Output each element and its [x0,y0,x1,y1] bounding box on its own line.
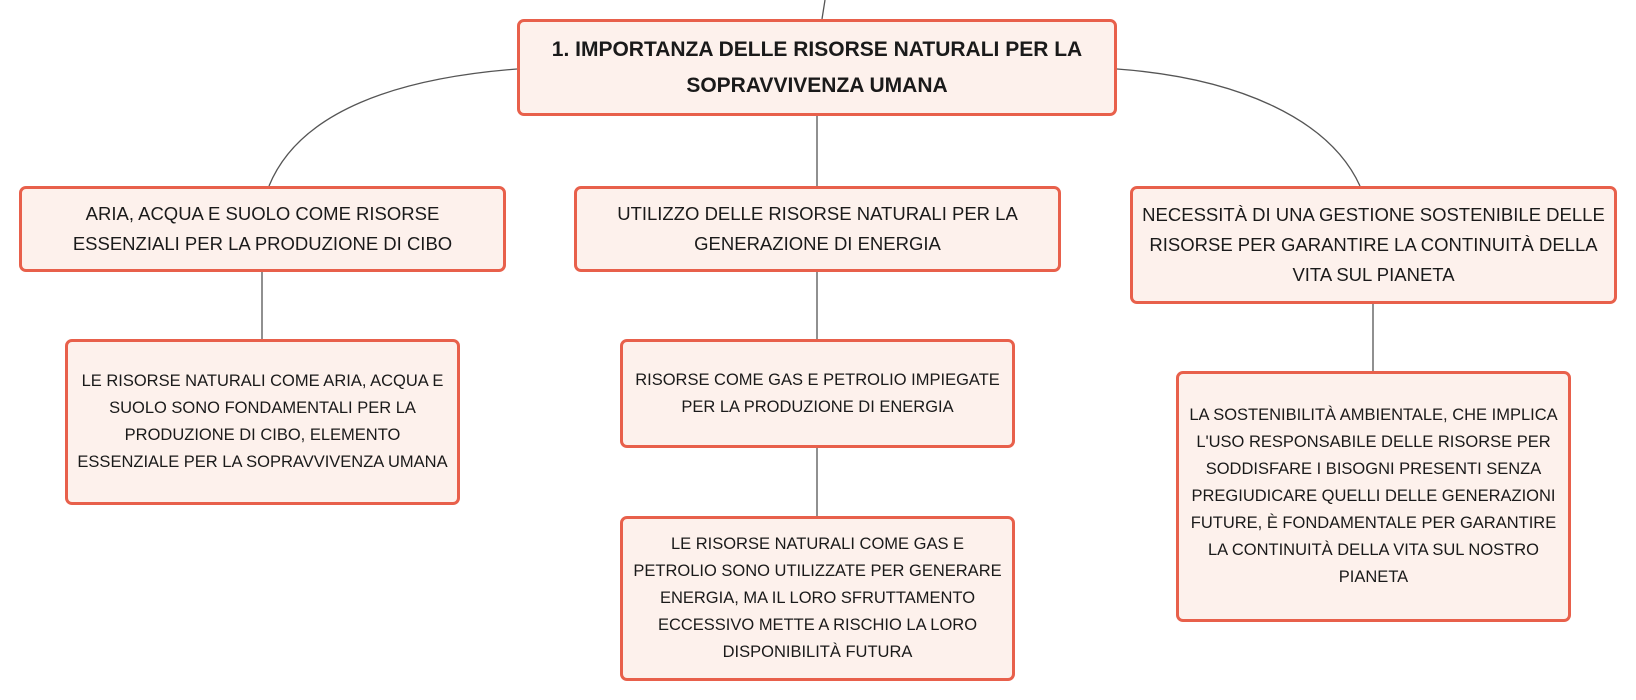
root-topic-node[interactable] [517,19,1117,116]
branch-label: ARIA, ACQUA E SUOLO COME RISORSE ESSENZIALI PER LA PRODUZIONE DI CIBO [72,203,453,254]
subtopic-node-sfruttamento-eccessivo[interactable] [620,516,1015,681]
branch-node-aria-acqua-suolo[interactable] [19,186,506,272]
subtopic-node-gas-petrolio[interactable] [620,339,1015,448]
subtopic-label: LE RISORSE NATURALI COME ARIA, ACQUA E SUOLO SONO FONDAMENTALI PER LA PRODUZIONE DI CIBO, ELEMENTO ESSENZIALE PER LA SOPRAVVIVENZA UMANA [77,372,448,471]
branch-node-utilizzo-energia[interactable] [574,186,1061,272]
subtopic-label: LA SOSTENIBILITÀ AMBIENTALE, CHE IMPLICA L'USO RESPONSABILE DELLE RISORSE PER SODDISFARE I BISOGNI PRESENTI SENZA PREGIUDICARE QUELLI DELLE GENERAZIONI FUTURE, È FONDAMENTALE PER GARANTIRE LA CONTINUITÀ DELLA VITA SUL NOSTRO PIANETA [1189,406,1558,586]
subtopic-node-sostenibilita-ambientale[interactable] [1176,371,1571,622]
subtopic-label: RISORSE COME GAS E PETROLIO IMPIEGATE PER LA PRODUZIONE DI ENERGIA [635,370,1000,416]
subtopic-node-risorse-cibo[interactable] [65,339,460,505]
root-topic-label: 1. IMPORTANZA DELLE RISORSE NATURALI PER LA SOPRAVVIVENZA UMANA [551,37,1083,97]
branch-label: NECESSITÀ DI UNA GESTIONE SOSTENIBILE DELLE RISORSE PER GARANTIRE LA CONTINUITÀ DELLA VITA SUL PIANETA [1142,204,1605,285]
connector-root-to-necessita [1117,69,1360,186]
connector-root-to-aria [269,69,517,186]
branch-label: UTILIZZO DELLE RISORSE NATURALI PER LA GENERAZIONE DI ENERGIA [617,203,1018,254]
branch-node-gestione-sostenibile[interactable] [1130,186,1617,304]
subtopic-label: LE RISORSE NATURALI COME GAS E PETROLIO SONO UTILIZZATE PER GENERARE ENERGIA, MA IL LORO SFRUTTAMENTO ECCESSIVO METTE A RISCHIO LA LORO DISPONIBILITÀ FUTURA [633,535,1002,661]
connector-parent-incoming [822,0,825,19]
